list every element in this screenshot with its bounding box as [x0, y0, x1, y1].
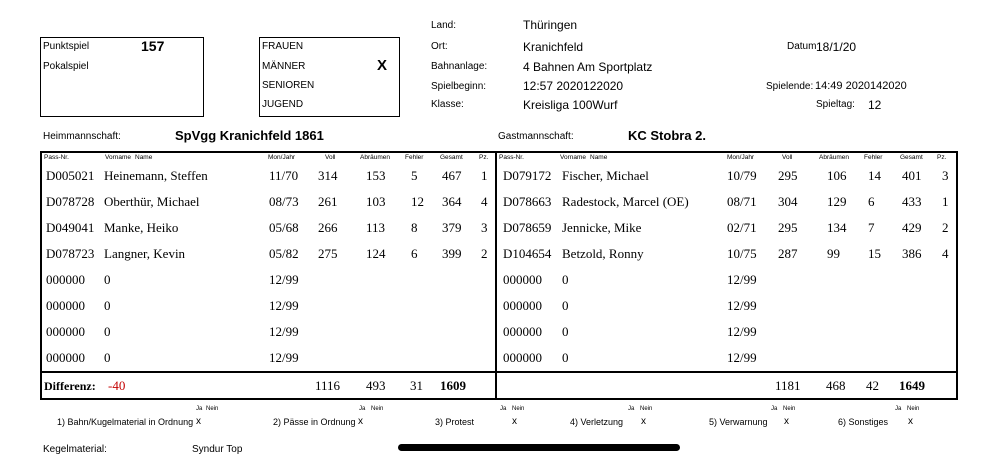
- guest-player-row: [0, 220, 1000, 246]
- col-voll-guest: Voll: [782, 154, 793, 161]
- check-bahn-mark: x: [196, 416, 201, 427]
- home-player-pass: 000000: [46, 350, 85, 365]
- home-player-date: 05/68: [269, 220, 299, 235]
- ort-value: Kranichfeld: [523, 40, 584, 54]
- home-player-voll: 275: [318, 246, 338, 261]
- guest-player-abr: 129: [827, 194, 847, 209]
- punktspiel-label: Punktspiel: [43, 41, 90, 52]
- guest-player-row: [0, 298, 1000, 324]
- home-player-pass: D049041: [46, 220, 95, 235]
- home-player-pass: D005021: [46, 168, 95, 183]
- guest-player-ges: 401: [902, 168, 922, 183]
- col-abr-guest: Abräumen: [819, 154, 849, 161]
- home-player-abr: 153: [366, 168, 386, 183]
- guest-player-name: Radestock, Marcel (OE): [562, 194, 689, 209]
- punktspiel-value: 157: [141, 38, 165, 54]
- nein-header-2: Nein: [371, 406, 384, 412]
- spielbeginn-value: 12:57 2020122020: [523, 79, 624, 93]
- check-verwarnung-label: 5) Verwarnung: [709, 417, 768, 427]
- guest-player-voll: 295: [778, 168, 798, 183]
- home-team-name: SpVgg Kranichfeld 1861: [175, 128, 324, 143]
- guest-player-pass: D078659: [503, 220, 552, 235]
- guest-player-date: 10/79: [727, 168, 757, 183]
- home-total-abr: 493: [366, 378, 386, 393]
- col-vorname-guest: Vorname: [560, 154, 587, 161]
- guest-player-pass: 000000: [503, 272, 542, 287]
- guest-player-voll: 295: [778, 220, 798, 235]
- guest-player-ges: 386: [902, 246, 922, 261]
- home-player-fehler: 8: [411, 220, 418, 235]
- home-player-ges: 399: [442, 246, 462, 261]
- home-player-pass: D078728: [46, 194, 95, 209]
- home-player-name: 0: [104, 298, 111, 313]
- guest-player-name: 0: [562, 324, 569, 339]
- guest-player-date: 12/99: [727, 350, 757, 365]
- check-paesse-mark: x: [358, 416, 363, 427]
- spielende-label: Spielende:: [766, 81, 814, 92]
- differenz-value: -40: [108, 378, 126, 393]
- guest-player-row: [0, 246, 1000, 272]
- check-sonstiges-label: 6) Sonstiges: [838, 417, 889, 427]
- check-protest-label: 3) Protest: [435, 417, 475, 427]
- guest-player-row: [0, 168, 1000, 194]
- check-protest-mark: x: [512, 416, 517, 427]
- ja-header-5: Ja: [771, 406, 778, 412]
- category-frauen: FRAUEN: [262, 41, 304, 52]
- guest-player-fehler: 7: [868, 220, 875, 235]
- home-player-voll: 266: [318, 220, 338, 235]
- col-voll-home: Voll: [325, 154, 336, 161]
- guest-player-pass: D104654: [503, 246, 552, 261]
- guest-player-voll: 304: [778, 194, 798, 209]
- category-maenner: MÄNNER: [262, 61, 306, 72]
- guest-player-abr: 106: [827, 168, 847, 183]
- guest-player-date: 10/75: [727, 246, 757, 261]
- guest-player-ges: 433: [902, 194, 922, 209]
- spieltag-value: 12: [868, 98, 882, 112]
- guest-player-row: [0, 324, 1000, 350]
- home-player-name: 0: [104, 324, 111, 339]
- check-paesse-label: 2) Pässe in Ordnung: [273, 417, 356, 427]
- category-senioren: SENIOREN: [262, 80, 315, 91]
- guest-player-pz: 1: [942, 194, 949, 209]
- check-verwarnung-mark: x: [784, 416, 789, 427]
- guest-player-name: Betzold, Ronny: [562, 246, 644, 261]
- home-total-ges: 1609: [440, 378, 466, 393]
- ja-header-6: Ja: [895, 406, 902, 412]
- home-player-pass: 000000: [46, 324, 85, 339]
- guest-player-name: 0: [562, 350, 569, 365]
- guest-player-abr: 99: [827, 246, 840, 261]
- col-fehler-home: Fehler: [405, 154, 424, 161]
- home-player-name: Oberthür, Michael: [104, 194, 200, 209]
- guest-player-pass: 000000: [503, 324, 542, 339]
- home-player-ges: 379: [442, 220, 462, 235]
- ja-header-1: Ja: [196, 406, 203, 412]
- home-player-name: 0: [104, 350, 111, 365]
- home-player-fehler: 6: [411, 246, 418, 261]
- datum-label: Datum: [787, 41, 817, 52]
- guest-player-date: 12/99: [727, 272, 757, 287]
- klasse-label: Klasse:: [431, 99, 464, 110]
- home-player-pz: 2: [481, 246, 488, 261]
- guest-player-fehler: 14: [868, 168, 881, 183]
- guest-player-name: Fischer, Michael: [562, 168, 649, 183]
- home-player-pz: 4: [481, 194, 488, 209]
- guest-player-pass: D079172: [503, 168, 552, 183]
- home-player-pass: D078723: [46, 246, 95, 261]
- guest-player-abr: 134: [827, 220, 847, 235]
- ja-header-4: Ja: [628, 406, 635, 412]
- ja-header-2: Ja: [359, 406, 366, 412]
- home-player-name: Langner, Kevin: [104, 246, 186, 261]
- check-verletzung-mark: x: [641, 416, 646, 427]
- nein-header-4: Nein: [640, 406, 653, 412]
- nein-header-1: Nein: [206, 406, 219, 412]
- home-player-date: 12/99: [269, 324, 299, 339]
- guest-player-name: 0: [562, 272, 569, 287]
- check-sonstiges-mark: x: [908, 416, 913, 427]
- bahnanlage-value: 4 Bahnen Am Sportplatz: [523, 60, 653, 74]
- spielbeginn-label: Spielbeginn:: [431, 81, 487, 92]
- guest-player-pz: 3: [942, 168, 949, 183]
- guest-team-name: KC Stobra 2.: [628, 128, 707, 143]
- home-player-date: 12/99: [269, 272, 299, 287]
- home-player-name: Heinemann, Steffen: [104, 168, 208, 183]
- pokalspiel-label: Pokalspiel: [43, 61, 89, 72]
- col-pz-home: Pz.: [479, 154, 489, 161]
- ort-label: Ort:: [431, 41, 448, 52]
- home-player-date: 12/99: [269, 298, 299, 313]
- guest-player-fehler: 6: [868, 194, 875, 209]
- differenz-label: Differenz:: [44, 379, 96, 393]
- home-player-pass: 000000: [46, 272, 85, 287]
- col-ges-home: Gesamt: [440, 154, 463, 161]
- home-total-fehler: 31: [410, 378, 423, 393]
- col-name-home: Name: [135, 154, 153, 161]
- guest-player-date: 08/71: [727, 194, 757, 209]
- category-jugend: JUGEND: [262, 99, 304, 110]
- home-team-label: Heimmannschaft:: [43, 131, 121, 142]
- guest-player-pz: 2: [942, 220, 949, 235]
- guest-player-pz: 4: [942, 246, 949, 261]
- col-date-home: Mon/Jahr: [268, 154, 296, 161]
- home-player-date: 08/73: [269, 194, 299, 209]
- land-label: Land:: [431, 20, 457, 31]
- home-player-pass: 000000: [46, 298, 85, 313]
- home-player-pz: 3: [481, 220, 488, 235]
- col-date-guest: Mon/Jahr: [727, 154, 755, 161]
- kegelmaterial-value: Syndur Top: [192, 444, 243, 455]
- guest-player-pass: 000000: [503, 298, 542, 313]
- guest-player-date: 12/99: [727, 324, 757, 339]
- col-ges-guest: Gesamt: [900, 154, 923, 161]
- home-player-pz: 1: [481, 168, 488, 183]
- col-fehler-guest: Fehler: [864, 154, 883, 161]
- land-value: Thüringen: [523, 18, 578, 32]
- guest-player-date: 12/99: [727, 298, 757, 313]
- home-player-name: 0: [104, 272, 111, 287]
- home-player-name: Manke, Heiko: [104, 220, 179, 235]
- guest-team-label: Gastmannschaft:: [498, 131, 574, 142]
- guest-total-fehler: 42: [866, 378, 879, 393]
- col-pass-guest: Pass-Nr.: [499, 154, 524, 161]
- klasse-value: Kreisliga 100Wurf: [523, 98, 618, 112]
- col-pz-guest: Pz.: [937, 154, 947, 161]
- home-player-abr: 113: [366, 220, 386, 235]
- spieltag-label: Spieltag:: [816, 99, 855, 110]
- guest-player-date: 02/71: [727, 220, 757, 235]
- col-pass-home: Pass-Nr.: [44, 154, 69, 161]
- home-player-date: 05/82: [269, 246, 299, 261]
- kegelmaterial-label: Kegelmaterial:: [43, 444, 107, 455]
- guest-player-fehler: 15: [868, 246, 881, 261]
- home-player-ges: 364: [442, 194, 462, 209]
- guest-total-voll: 1181: [775, 378, 801, 393]
- home-player-date: 12/99: [269, 350, 299, 365]
- guest-player-row: [0, 194, 1000, 220]
- nein-header-5: Nein: [783, 406, 796, 412]
- home-player-fehler: 12: [411, 194, 424, 209]
- home-player-ges: 467: [442, 168, 462, 183]
- home-player-abr: 124: [366, 246, 386, 261]
- home-player-date: 11/70: [269, 168, 299, 183]
- guest-player-ges: 429: [902, 220, 922, 235]
- category-mark: X: [377, 57, 388, 74]
- guest-player-row: [0, 272, 1000, 298]
- home-player-voll: 261: [318, 194, 338, 209]
- home-player-fehler: 5: [411, 168, 418, 183]
- spielende-value: 14:49 2020142020: [815, 80, 907, 92]
- ja-header-3: Ja: [500, 406, 507, 412]
- guest-player-pass: 000000: [503, 350, 542, 365]
- nein-header-3: Nein: [512, 406, 525, 412]
- col-vorname-home: Vorname: [105, 154, 132, 161]
- guest-player-voll: 287: [778, 246, 798, 261]
- guest-player-name: 0: [562, 298, 569, 313]
- guest-total-ges: 1649: [899, 378, 925, 393]
- guest-player-row: [0, 350, 1000, 376]
- nein-header-6: Nein: [907, 406, 920, 412]
- bahnanlage-label: Bahnanlage:: [431, 61, 488, 72]
- check-bahn-label: 1) Bahn/Kugelmaterial in Ordnung: [57, 417, 194, 427]
- guest-total-abr: 468: [826, 378, 846, 393]
- guest-player-name: Jennicke, Mike: [562, 220, 642, 235]
- datum-value: 18/1/20: [816, 40, 857, 54]
- guest-player-pass: D078663: [503, 194, 552, 209]
- check-verletzung-label: 4) Verletzung: [570, 417, 624, 427]
- home-player-voll: 314: [318, 168, 338, 183]
- col-name-guest: Name: [590, 154, 608, 161]
- col-abr-home: Abräumen: [360, 154, 390, 161]
- home-indicator[interactable]: [398, 444, 680, 451]
- home-total-voll: 1116: [315, 378, 341, 393]
- home-player-abr: 103: [366, 194, 386, 209]
